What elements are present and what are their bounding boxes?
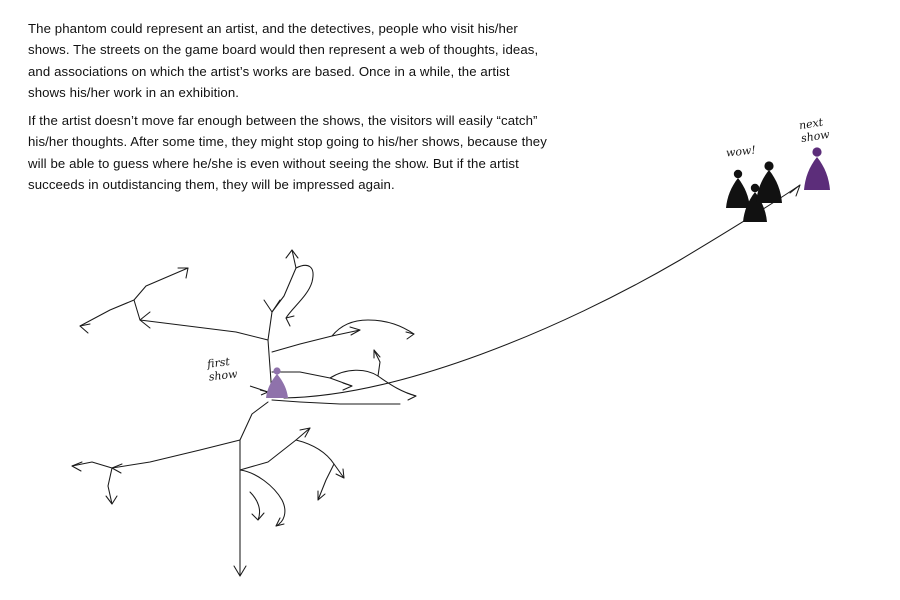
arrow-right-lower-arc [407, 393, 416, 400]
branch-down-far-left [72, 462, 112, 468]
detective-token-right [756, 161, 782, 203]
arrow-down-left [112, 464, 122, 473]
branch-down-right-drop [318, 464, 334, 500]
arrow-right-mid [343, 383, 352, 390]
branch-down-left [112, 440, 240, 468]
detective-token-left [726, 170, 750, 208]
street-network-lines [72, 185, 800, 576]
label-first-show: first show [206, 355, 239, 384]
artist-token-next-show [804, 147, 830, 190]
branch-far-left [80, 300, 134, 326]
escape-route-curve [284, 185, 800, 398]
branch-small-curl [250, 492, 260, 520]
branch-right-mid [272, 372, 352, 386]
arrow-down-far-left [72, 462, 82, 471]
arrow-far-left [80, 324, 90, 333]
branch-down-curl [240, 470, 285, 526]
branch-right-upper [272, 330, 360, 352]
branch-down-main [240, 402, 268, 576]
branch-down-right [296, 440, 344, 478]
label-next-show: next show [798, 115, 831, 145]
arrow-loop-top [286, 316, 294, 326]
branch-upleft-diag [134, 268, 188, 320]
arrow-upleft-diag [178, 268, 188, 278]
label-wow: wow! [725, 143, 757, 160]
branch-loop-top [286, 265, 313, 318]
arrow-up-center [264, 300, 280, 312]
branch-down-right-up [240, 428, 310, 470]
branch-left-upper [140, 320, 268, 340]
paragraph-1-text: The phantom could represent an artist, and the detectives, people who visit his/her shows. The streets on the game board would then represent a web of thoughts, ideas, and associations on which the artist’s works are based. Once in a while, the artist shows his/her work in an exhibition. [28, 21, 539, 101]
paragraph-2-text: If the artist doesn’t move far enough between the shows, the visitors will easily “catch” his/her thoughts. After some time, they might stop going to his/her shows, because they will be able to guess where he/she is even without seeing the show. But if the artist succeeds in outdistancing them, they will be impressed again. [28, 113, 547, 193]
branch-up-right-curl [272, 250, 296, 312]
branch-right-long [272, 400, 400, 404]
